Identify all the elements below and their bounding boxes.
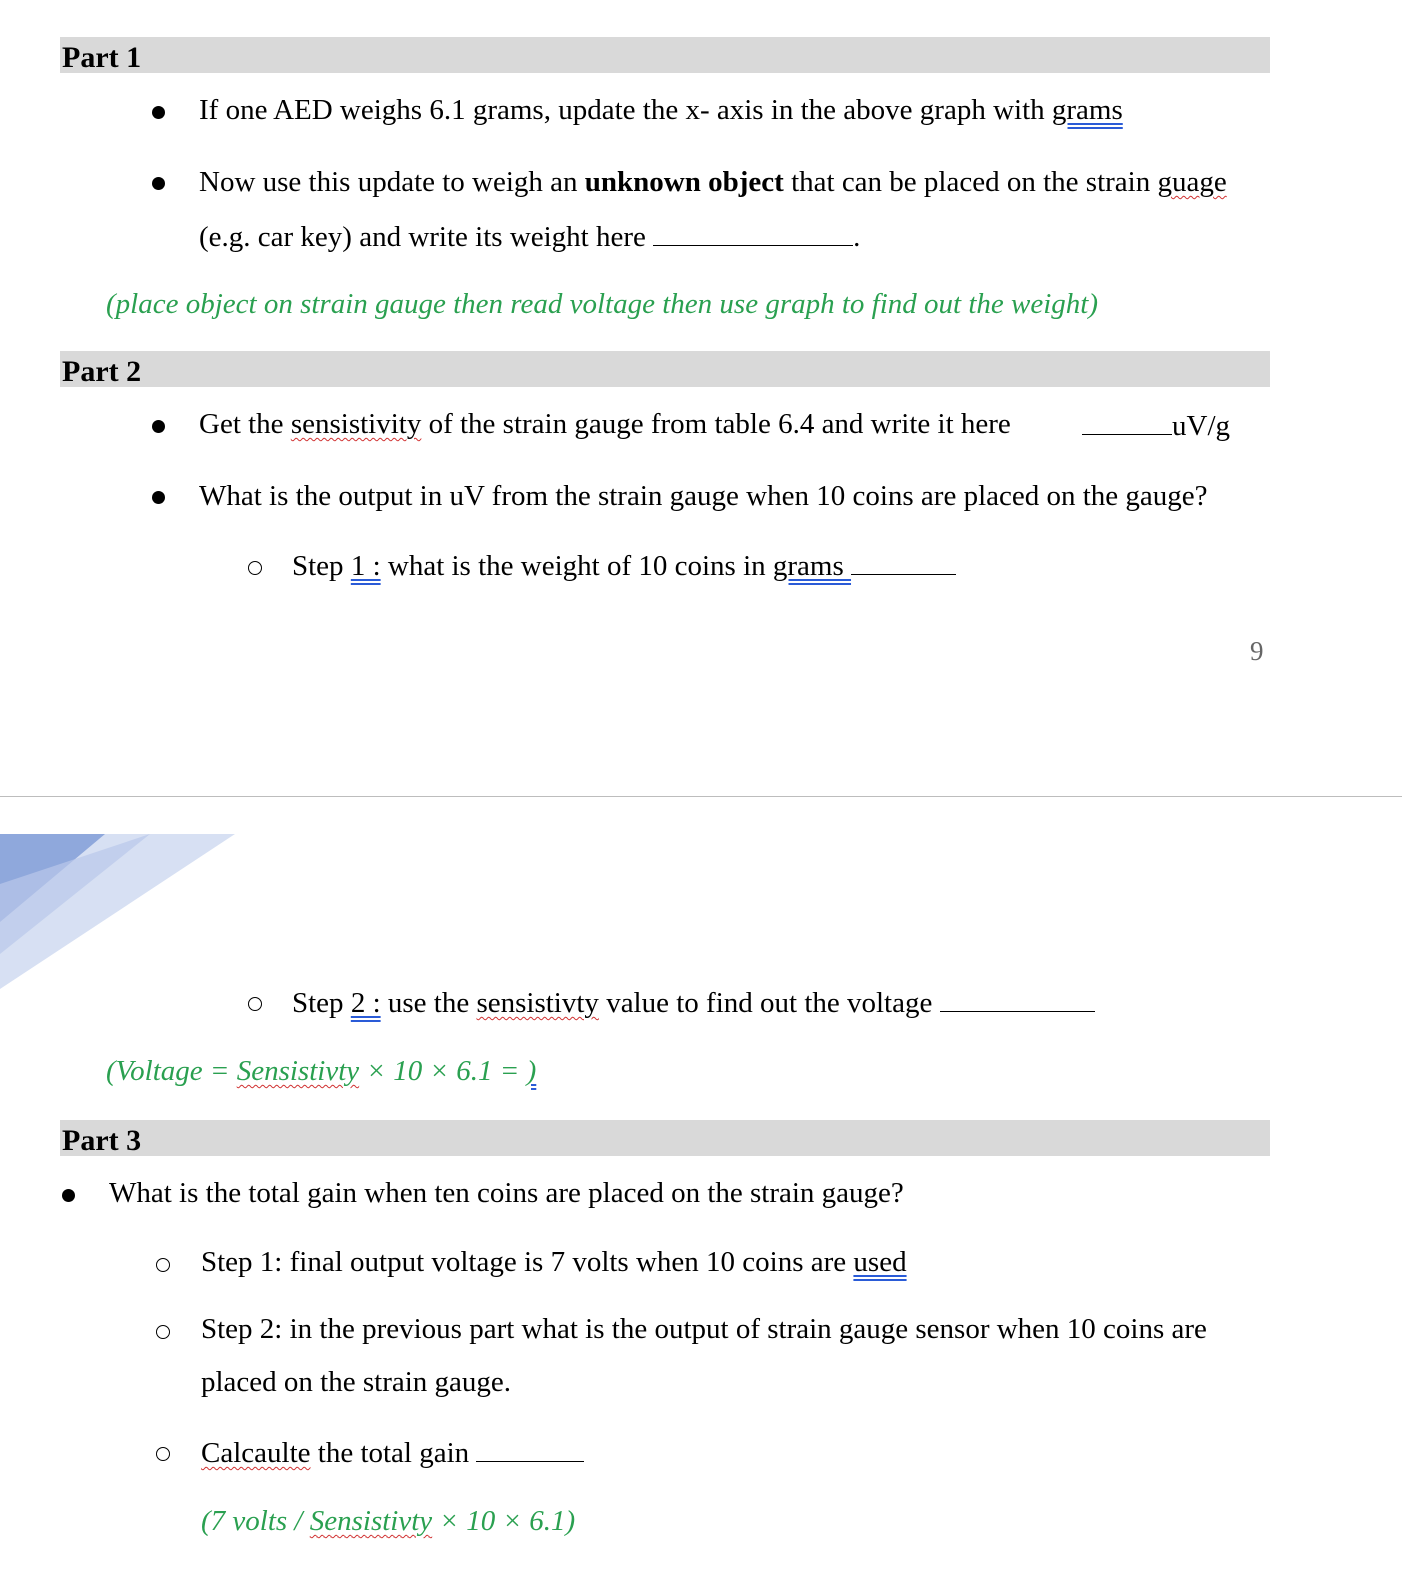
page-divider: [0, 796, 1402, 797]
used-link[interactable]: used: [853, 1246, 907, 1278]
bullet-dot: [152, 106, 165, 119]
bullet-dot: [62, 1189, 75, 1202]
sub-bullet-ring: [156, 1258, 170, 1272]
weight-blank[interactable]: [653, 221, 853, 246]
part3-step2-line1: Step 2: in the previous part what is the output of strain gauge sensor when 10 coins are: [201, 1313, 1207, 1345]
part1-hint: (place object on strain gauge then read voltage then use graph to find out the weight): [106, 288, 1099, 320]
sub-bullet-ring: [248, 561, 262, 575]
part2-step1: Step 1 : what is the weight of 10 coins in grams: [292, 550, 956, 581]
bullet-dot: [152, 491, 165, 504]
unknown-object-bold: unknown object: [584, 166, 784, 198]
spelling-sensistivty: Sensistivty: [236, 1055, 360, 1087]
spelling-calcaulte: Calcaulte: [201, 1437, 311, 1469]
part2-bullet1: Get the sensistivity of the strain gauge from table 6.4 and write it here: [199, 408, 1011, 440]
part3-heading: Part 3: [62, 1124, 142, 1157]
voltage-formula: (Voltage = Sensistivty × 10 × 6.1 = ): [106, 1055, 537, 1087]
part3-step1: Step 1: final output voltage is 7 volts when 10 coins are used: [201, 1246, 907, 1278]
page-number: 9: [1250, 636, 1264, 666]
page2-step2: Step 2 : use the sensistivty value to find out the voltage: [292, 987, 1095, 1018]
spelling-sensistivty: Sensistivty: [309, 1505, 433, 1537]
grams-link[interactable]: grams: [772, 550, 852, 582]
sensitivity-blank[interactable]: [1082, 410, 1172, 435]
step1-num: 1 :: [350, 550, 381, 582]
part1-bullet2-line2: (e.g. car key) and write its weight here .: [199, 221, 861, 253]
sub-bullet-ring: [248, 997, 262, 1011]
unit-label: uV/g: [1172, 410, 1230, 442]
part2-bullet2: What is the output in uV from the strain gauge when 10 coins are placed on the gauge?: [199, 480, 1208, 512]
gain-formula: (7 volts / Sensistivty × 10 × 6.1): [201, 1505, 576, 1537]
decorative-triangles: [0, 834, 240, 994]
part1-bullet2-line1: Now use this update to weigh an unknown object that can be placed on the strain guage: [199, 166, 1227, 198]
spelling-sensistivty: sensistivty: [476, 987, 599, 1019]
part1-bullet1: If one AED weighs 6.1 grams, update the x- axis in the above graph with grams: [199, 94, 1123, 126]
part3-step3: Calcaulte the total gain: [201, 1437, 584, 1468]
grams-link[interactable]: grams: [1051, 94, 1123, 126]
sub-bullet-ring: [156, 1447, 170, 1461]
spelling-guage: guage: [1157, 166, 1227, 198]
spelling-sensistivity: sensistivity: [290, 408, 422, 440]
step2-num: 2 :: [350, 987, 381, 1019]
sub-bullet-ring: [156, 1325, 170, 1339]
part3-step2-line2: placed on the strain gauge.: [201, 1366, 512, 1398]
coin-weight-blank[interactable]: [851, 550, 956, 575]
bullet-dot: [152, 177, 165, 190]
part3-heading-bar: [60, 1120, 1270, 1156]
part2-heading-bar: [60, 351, 1270, 387]
sensitivity-answer: [1082, 410, 1230, 441]
voltage-blank[interactable]: [940, 987, 1095, 1012]
part1-heading-bar: [60, 37, 1270, 73]
part3-bullet1: What is the total gain when ten coins are placed on the strain gauge?: [109, 1177, 904, 1209]
gain-blank[interactable]: [476, 1437, 584, 1462]
bullet-dot: [152, 420, 165, 433]
part2-heading: Part 2: [62, 355, 142, 388]
part1-heading: Part 1: [62, 41, 142, 74]
